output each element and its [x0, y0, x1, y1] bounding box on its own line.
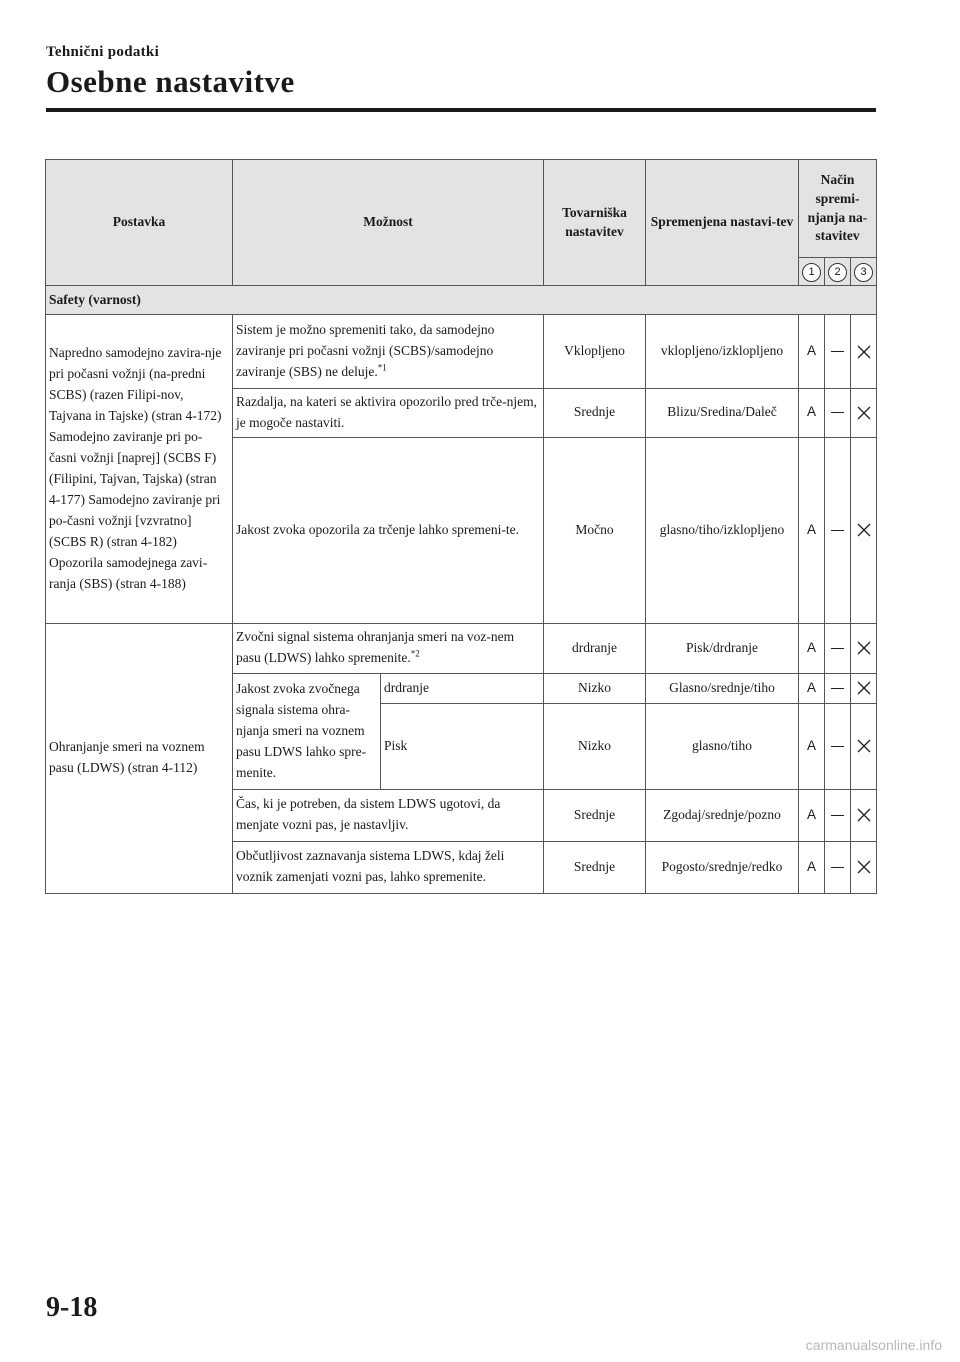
item-cell: Ohranjanje smeri na voznem pasu (LDWS) (stran 4-112) — [46, 623, 233, 893]
method-a: A — [799, 673, 825, 703]
method-a: A — [799, 437, 825, 623]
method-num-1: 1 — [799, 258, 825, 286]
sub-option-cell: drdranje — [381, 673, 544, 703]
sub-option-cell: Pisk — [381, 703, 544, 789]
section-row — [46, 286, 877, 315]
col-header-method: Način spremi-njanja na-stavitev — [799, 160, 877, 258]
method-dash — [825, 841, 851, 893]
method-dash — [825, 437, 851, 623]
x-icon — [851, 315, 877, 389]
changed-cell: Pogosto/srednje/redko — [646, 841, 799, 893]
option-cell: Razdalja, na kateri se aktivira opozorilo pred trče-njem, je mogoče nastaviti. — [233, 389, 544, 438]
factory-cell: drdranje — [544, 623, 646, 673]
col-header-factory: Tovarniška nastavitev — [544, 160, 646, 286]
changed-cell: Glasno/srednje/tiho — [646, 673, 799, 703]
changed-cell: Zgodaj/srednje/pozno — [646, 789, 799, 841]
col-header-item: Postavka — [46, 160, 233, 286]
table-row — [46, 315, 877, 389]
page-title: Osebne nastavitve — [46, 64, 295, 99]
item-cell: Napredno samodejno zavira-nje pri počasni vožnji (na-predni SCBS) (razen Filipi-nov, Tajvana in Tajske) (stran 4-172) Samodejno zaviranje pri po-časni vožnji [naprej] (SCBS F) (Filipini, Tajvan, Tajska) (stran 4-177) Samodejno zaviranje pri po-časni vožnji [vzvratno] (SCBS R) (stran 4-182) Opozorila samodejnega zavi-ranja (SBS) (stran 4-188) — [46, 315, 233, 624]
factory-cell: Nizko — [544, 673, 646, 703]
changed-cell: Blizu/Sredina/Daleč — [646, 389, 799, 438]
settings-table — [45, 159, 877, 894]
factory-cell: Srednje — [544, 789, 646, 841]
option-cell: Zvočni signal sistema ohranjanja smeri na voz-nem pasu (LDWS) lahko spremenite.$^{*2}$ — [233, 623, 544, 673]
factory-cell: Srednje — [544, 841, 646, 893]
col-header-option: Možnost — [233, 160, 544, 286]
option-cell: Jakost zvoka zvočnega signala sistema ohra-njanja smeri na voznem pasu LDWS lahko spre-menite. — [233, 673, 381, 789]
option-cell: Občutljivost zaznavanja sistema LDWS, kdaj želi voznik zamenjati vozni pas, lahko spremenite. — [233, 841, 544, 893]
changed-cell: glasno/tiho/izklopljeno — [646, 437, 799, 623]
method-a: A — [799, 789, 825, 841]
x-icon — [851, 389, 877, 438]
factory-cell: Nizko — [544, 703, 646, 789]
section-label: Tehnični podatki — [46, 44, 160, 60]
x-icon — [851, 703, 877, 789]
x-icon — [851, 673, 877, 703]
page-number: 9-18 — [46, 1292, 98, 1323]
method-dash — [825, 389, 851, 438]
option-cell: Sistem je možno spremeniti tako, da samodejno zaviranje pri počasni vožnji (SCBS)/samodejno zaviranje (SBS) ne deluje.$^{*1}$ — [233, 315, 544, 389]
method-a: A — [799, 703, 825, 789]
option-cell: Jakost zvoka opozorila za trčenje lahko spremeni-te. — [233, 437, 544, 623]
factory-cell: Močno — [544, 437, 646, 623]
changed-cell: vklopljeno/izklopljeno — [646, 315, 799, 389]
x-icon — [851, 841, 877, 893]
method-num-2: 2 — [825, 258, 851, 286]
changed-cell: glasno/tiho — [646, 703, 799, 789]
section-row-label: Safety (varnost) — [46, 286, 877, 315]
table-row — [46, 623, 877, 673]
col-header-changed: Spremenjena nastavi-tev — [646, 160, 799, 286]
title-rule — [46, 108, 876, 112]
x-icon — [851, 437, 877, 623]
method-dash — [825, 315, 851, 389]
method-num-3: 3 — [851, 258, 877, 286]
method-dash — [825, 789, 851, 841]
changed-cell: Pisk/drdranje — [646, 623, 799, 673]
factory-cell: Vklopljeno — [544, 315, 646, 389]
method-a: A — [799, 389, 825, 438]
method-a: A — [799, 841, 825, 893]
x-icon — [851, 789, 877, 841]
option-cell: Čas, ki je potreben, da sistem LDWS ugotovi, da menjate vozni pas, je nastavljiv. — [233, 789, 544, 841]
watermark: carmanualsonline.info — [805, 1337, 942, 1353]
header-row — [46, 160, 877, 258]
method-dash — [825, 623, 851, 673]
factory-cell: Srednje — [544, 389, 646, 438]
x-icon — [851, 623, 877, 673]
method-a: A — [799, 623, 825, 673]
method-dash — [825, 703, 851, 789]
method-a: A — [799, 315, 825, 389]
method-dash — [825, 673, 851, 703]
